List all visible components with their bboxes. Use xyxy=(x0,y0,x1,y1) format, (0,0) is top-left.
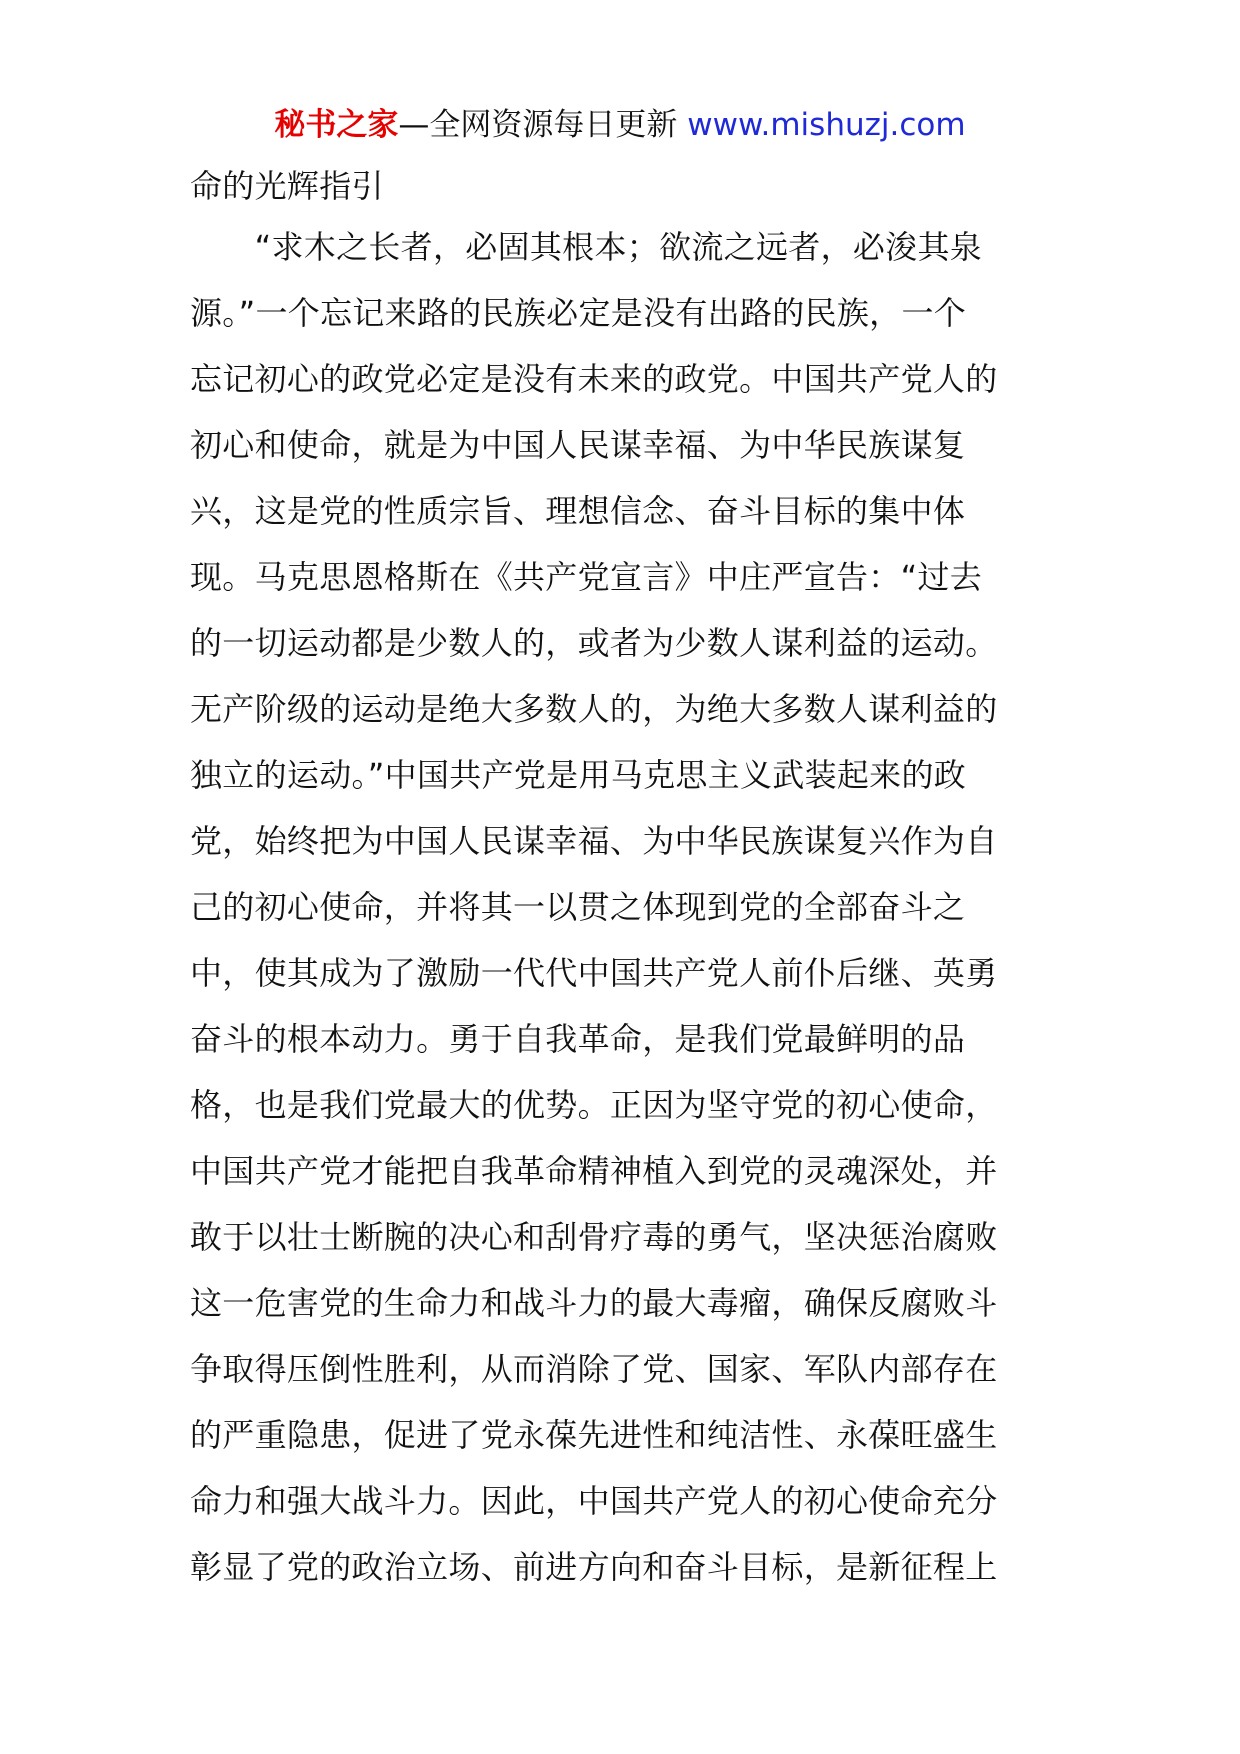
text-line: 源。”一个忘记来路的民族必定是没有出路的民族，一个 xyxy=(190,294,967,332)
text-line: 命力和强大战斗力。因此，中国共产党人的初心使命充分 xyxy=(190,1482,998,1520)
text-line: 兴，这是党的性质宗旨、理想信念、奋斗目标的集中体 xyxy=(190,492,966,530)
text-line: 忘记初心的政党必定是没有未来的政党。中国共产党人的 xyxy=(190,360,998,398)
text-line: 的严重隐患，促进了党永葆先进性和纯洁性、永葆旺盛生 xyxy=(190,1416,998,1454)
text-line: 格，也是我们党最大的优势。正因为坚守党的初心使命， xyxy=(190,1086,998,1124)
text-line: 的一切运动都是少数人的，或者为少数人谋利益的运动。 xyxy=(190,624,998,662)
brand-name: 秘书之家 xyxy=(274,107,399,143)
text-line: 彰显了党的政治立场、前进方向和奋斗目标，是新征程上 xyxy=(190,1548,998,1586)
text-line: 争取得压倒性胜利，从而消除了党、国家、军队内部存在 xyxy=(190,1350,998,1388)
text-line: 奋斗的根本动力。勇于自我革命，是我们党最鲜明的品 xyxy=(190,1020,966,1058)
text-line: 现。马克思恩格斯在《共产党宣言》中庄严宣告：“过去 xyxy=(190,558,983,596)
text-line: 独立的运动。”中国共产党是用马克思主义武装起来的政 xyxy=(190,756,967,794)
text-line: 命的光辉指引 xyxy=(190,167,384,205)
text-line: 敢于以壮士断腕的决心和刮骨疗毒的勇气，坚决惩治腐败 xyxy=(190,1218,998,1256)
text-line: 初心和使命，就是为中国人民谋幸福、为中华民族谋复 xyxy=(190,426,966,464)
header-tagline: —全网资源每日更新 xyxy=(398,107,688,143)
text-line: 这一危害党的生命力和战斗力的最大毒瘤，确保反腐败斗 xyxy=(190,1284,998,1322)
document-body xyxy=(190,158,1060,1600)
text-line: 无产阶级的运动是绝大多数人的，为绝大多数人谋利益的 xyxy=(190,690,998,728)
text-line: 党，始终把为中国人民谋幸福、为中华民族谋复兴作为自 xyxy=(190,822,998,860)
text-line: 中，使其成为了激励一代代中国共产党人前仆后继、英勇 xyxy=(190,954,998,992)
text-line: “求木之长者，必固其根本；欲流之远者，必浚其泉 xyxy=(190,228,983,266)
site-url-link[interactable]: www.mishuzj.com xyxy=(687,107,966,143)
page-header xyxy=(0,100,1240,150)
text-line: 中国共产党才能把自我革命精神植入到党的灵魂深处，并 xyxy=(190,1152,998,1190)
text-line: 己的初心使命，并将其一以贯之体现到党的全部奋斗之 xyxy=(190,888,966,926)
